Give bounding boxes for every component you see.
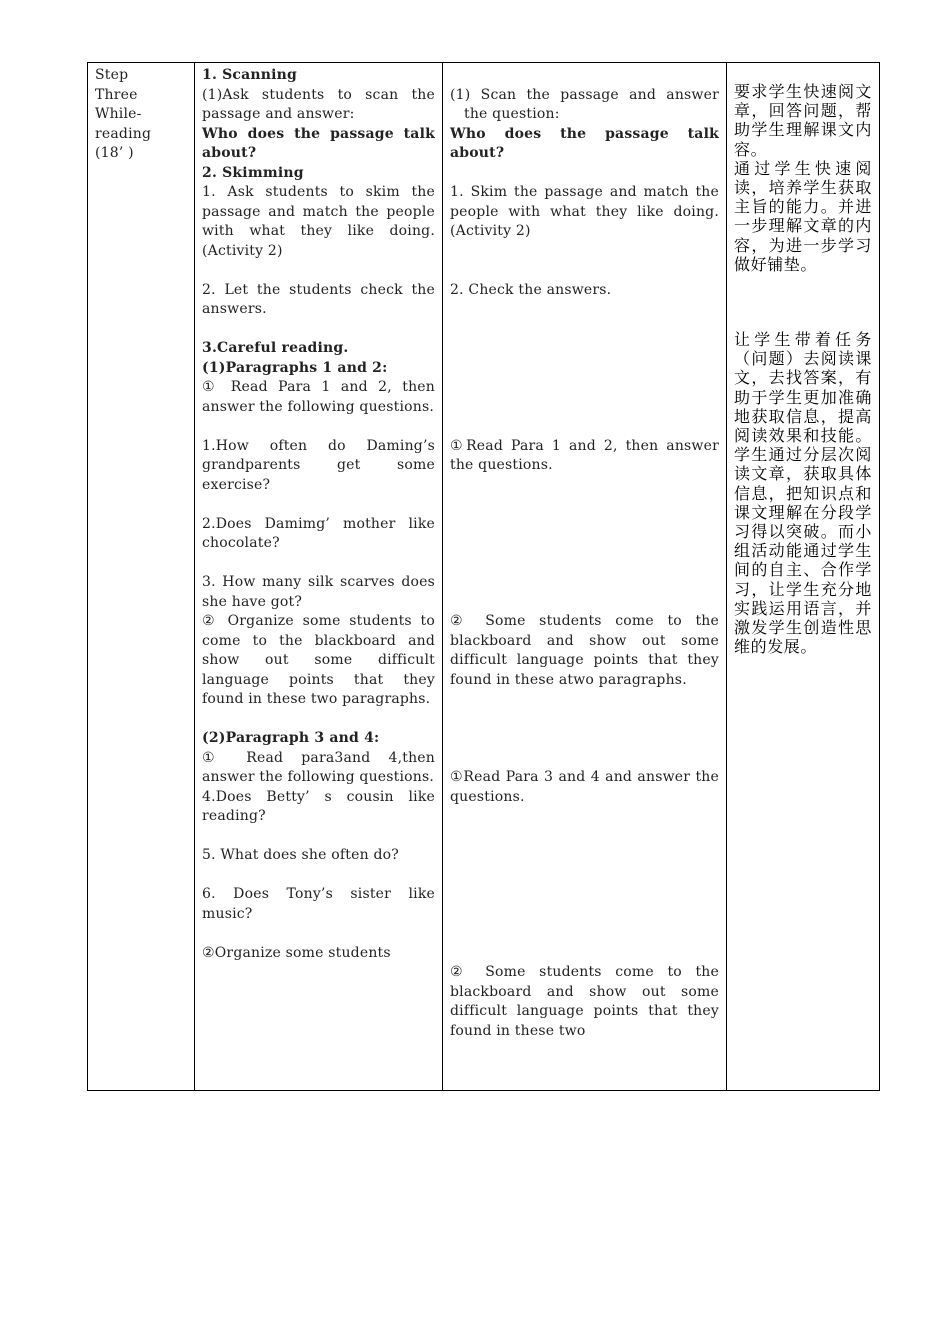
question-5: 5. What does she often do? <box>202 847 399 863</box>
stage-duration: (18’ ) <box>95 145 134 161</box>
para34-organize: ②Organize some students <box>202 944 391 961</box>
skimming-task-2: 2. Let the students check the answers. <box>202 281 435 317</box>
stage-name-part2: reading <box>95 125 152 142</box>
question-4: 4.Does Betty’ s cousin like reading? <box>202 788 435 824</box>
para12-title: (1)Paragraphs 1 and 2: <box>202 359 388 376</box>
teacher-activity-cell <box>195 63 443 1091</box>
step-label: Step <box>95 67 129 83</box>
check-answers: 2. Check the answers. <box>450 281 612 298</box>
para34-title: (2)Paragraph 3 and 4: <box>202 730 380 746</box>
board-para34: ② Some students come to the blackboard and show out some difficult language points that they found in these two <box>450 964 719 1039</box>
scan-task: (1) Scan the passage and answer the question: <box>450 86 719 122</box>
para34-task: ① Read para3and 4,then answer the following questions. <box>202 749 435 785</box>
scanning-title: 1. Scanning <box>202 67 298 83</box>
question-1: 1.How often do Daming’s grandparents get some exercise? <box>202 437 435 493</box>
skim-task: 1. Skim the passage and match the people with what they like doing. (Activity 2) <box>450 184 719 239</box>
scanning-task: (1)Ask students to scan the passage and answer: <box>202 86 435 122</box>
para12-task: ① Read Para 1 and 2, then answer the following questions. <box>202 379 435 415</box>
read-para12: ①Read Para 1 and 2, then answer the questions. <box>450 437 719 473</box>
scanning-question: Who does the passage talk about? <box>202 125 435 161</box>
table-row <box>88 63 880 1091</box>
purpose-careful-reading: 让学生带着任务（问题）去阅读课文，去找答案，有助于学生更加准确地获取信息，提高阅读效果和技能。学生通过分层次阅读文章，获取具体信息，把知识点和课文理解在分段学习得以突破。而小组活动能通过学生间的自主、合作学习，让学生充分地实践运用语言，并激发学生创造性思维的发展。 <box>734 330 872 657</box>
skimming-task-1: 1. Ask students to skim the passage and match the people with what they like doing. (Activity 2) <box>202 184 435 259</box>
question-6: 6. Does Tony’s sister like music? <box>202 886 435 922</box>
board-para12: ② Some students come to the blackboard and show out some difficult language points that they found in these atwo paragraphs. <box>450 613 719 688</box>
scan-question: Who does the passage talk about? <box>450 125 719 161</box>
careful-reading-title: 3.Careful reading. <box>202 340 349 356</box>
step-cell <box>88 63 195 1091</box>
student-activity-cell <box>443 63 727 1091</box>
purpose-cell <box>727 63 880 1091</box>
question-3: 3. How many silk scarves does she have got? <box>202 574 435 610</box>
skimming-title: 2. Skimming <box>202 164 304 181</box>
lesson-plan-table <box>87 62 880 1091</box>
purpose-scanning: 要求学生快速阅文章，回答问题，帮助学生理解课文内容。 <box>734 82 872 159</box>
para12-organize: ② Organize some students to come to the blackboard and show out some difficult language points that they found in these two paragraphs. <box>202 613 435 707</box>
question-2: 2.Does Damimg’ mother like chocolate? <box>202 515 435 551</box>
read-para34: ①Read Para 3 and 4 and answer the questions. <box>450 769 719 805</box>
stage-name-part1: While- <box>95 106 142 122</box>
step-number: Three <box>95 86 138 103</box>
purpose-skimming: 通过学生快速阅读，培养学生获取主旨的能力。并进一步理解文章的内容，为进一步学习做好铺垫。 <box>734 158 872 274</box>
